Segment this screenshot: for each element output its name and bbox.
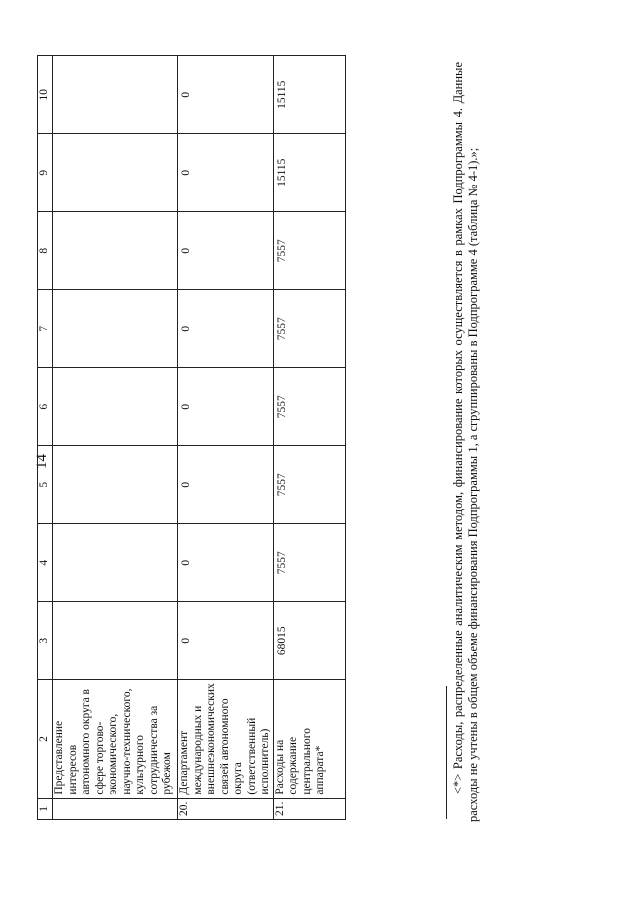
header-cell: 5 [38,446,53,524]
footnote-separator [446,686,447,819]
value-cell: 7557 [273,212,345,290]
financing-table [37,55,346,820]
value-cell: 7557 [273,290,345,368]
value-cell [53,212,178,290]
value-cell: 0 [178,524,274,602]
header-cell: 3 [38,602,53,680]
header-cell: 1 [38,798,53,819]
value-cell: 0 [178,602,274,680]
header-cell: 6 [38,368,53,446]
value-cell [53,524,178,602]
value-cell: 15115 [273,56,345,134]
footnote [451,62,481,822]
value-cell [53,290,178,368]
table-row [53,56,178,820]
page-number: 14 [34,454,50,469]
value-cell: 0 [178,290,274,368]
table-header-row [38,56,53,820]
value-cell: 0 [178,446,274,524]
header-cell: 2 [38,680,53,798]
row-name: Представление интересов автономного округа в сфере торгово-экономического, научно-технического, культурного сотрудничества за рубежом [53,680,178,798]
value-cell: 0 [178,368,274,446]
header-cell: 10 [38,56,53,134]
row-index: 21. [273,798,345,819]
table-row [178,56,274,820]
header-cell: 9 [38,134,53,212]
value-cell: 0 [178,134,274,212]
value-cell: 7557 [273,446,345,524]
row-index: 20. [178,798,274,819]
row-name: Расходы на содержание центрального аппарата* [273,680,345,798]
value-cell: 0 [178,212,274,290]
value-cell: 15115 [273,134,345,212]
value-cell: 0 [178,56,274,134]
header-cell: 8 [38,212,53,290]
value-cell: 68015 [273,602,345,680]
row-name: Департамент международных и внешнеэкономических связей автономного округа (ответственный исполнитель) [178,680,274,798]
header-cell: 4 [38,524,53,602]
value-cell [53,56,178,134]
value-cell: 7557 [273,524,345,602]
header-cell: 7 [38,290,53,368]
value-cell [53,368,178,446]
row-index [53,798,178,819]
value-cell: 7557 [273,368,345,446]
footnote-text: <*> Расходы, распределенные аналитическим методом, финансирование которых осуществляется в рамках Подпрограммы 4. Данные расходы не учтены в общем объеме финансирования Подпрограммы 1, а сгруппированы в Подпрограмме 4 (таблица № 4-1).»; [451,62,480,822]
value-cell [53,134,178,212]
table-row [273,56,345,820]
value-cell [53,602,178,680]
value-cell [53,446,178,524]
